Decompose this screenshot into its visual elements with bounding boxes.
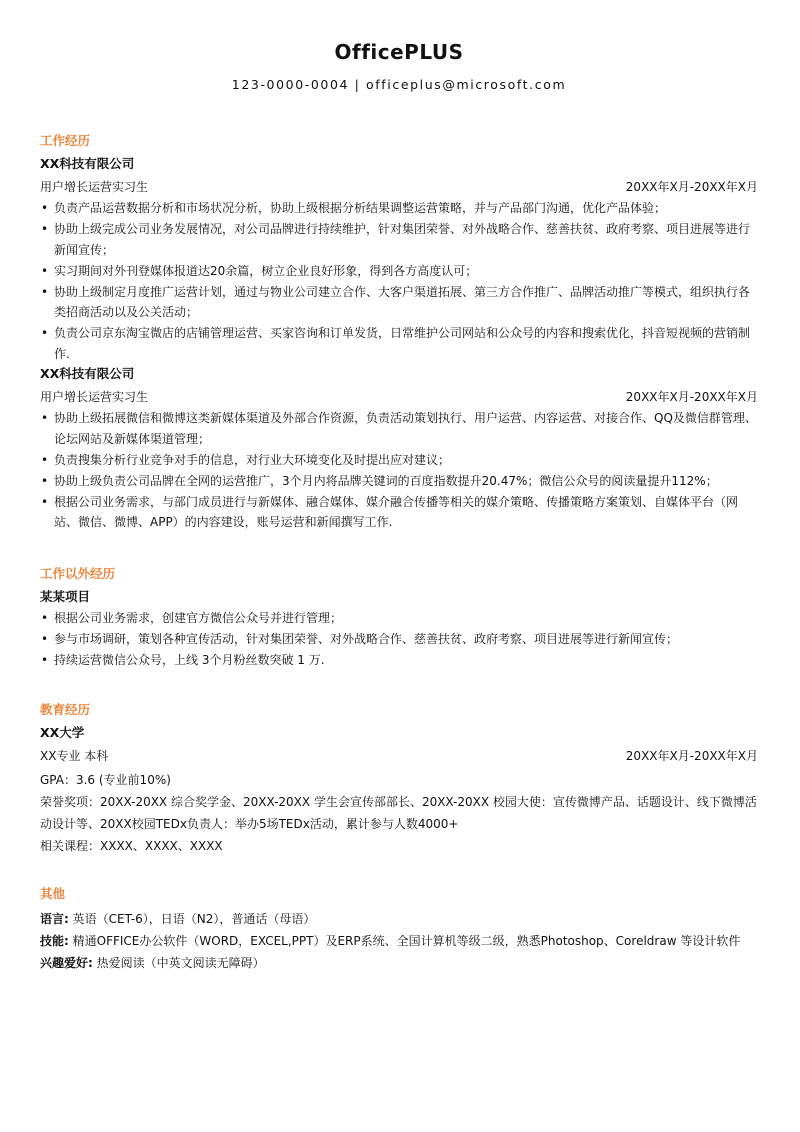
list-item — [40, 650, 758, 671]
section-title-work: 工作经历 — [40, 133, 91, 148]
language-value: 英语（CET-6），日语（N2），普通话（母语） — [72, 912, 316, 926]
section-title-education: 教育经历 — [40, 702, 91, 717]
list-item — [40, 408, 758, 449]
list-item — [40, 219, 758, 260]
bullet-text: 参与市场调研，策划各种宣传活动，针对集团荣誉、对外战略合作、慈善扶贫、政府考察、项目进展等进行新闻宣传； — [54, 631, 679, 646]
bullet-icon: • — [41, 610, 49, 625]
company-name: XX科技有限公司 — [40, 156, 135, 171]
section-title-extra: 工作以外经历 — [40, 565, 116, 581]
language-label: 语言: — [40, 912, 69, 926]
list-item — [40, 198, 758, 219]
company-name: XX科技有限公司 — [40, 366, 135, 381]
education-section — [40, 701, 758, 857]
role-title: 用户增长运营实习生 — [40, 390, 149, 404]
list-item — [40, 450, 758, 471]
major-row — [40, 748, 758, 765]
bullet-text: 负责产品运营数据分析和市场状况分析，协助上级根据分析结果调整运营策略，并与产品部门沟通，优化产品体验； — [54, 201, 667, 215]
project-name: 某某项目 — [40, 588, 91, 604]
list-item — [40, 282, 758, 323]
work-section — [40, 132, 758, 533]
job-entry — [40, 365, 758, 533]
other-section — [40, 885, 758, 974]
education-period: 20XX年X月-20XX年X月 — [625, 749, 758, 763]
hobby-label: 兴趣爱好: — [40, 956, 93, 970]
skills-label: 技能: — [40, 934, 69, 948]
role-period: 20XX年X月-20XX年X月 — [625, 390, 758, 404]
bullet-icon: • — [41, 452, 49, 467]
bullet-text: 协助上级拓展微信和微博这类新媒体渠道及外部合作资源，负责活动策划执行、用户运营、内容运营、对接合作、QQ及微信群管理、论坛网站及新媒体渠道管理； — [54, 411, 757, 446]
bullet-text: 实习期间对外刊登媒体报道达20余篇，树立企业良好形象，得到各方高度认可； — [54, 263, 478, 278]
section-title-other: 其他 — [40, 886, 66, 901]
hobby-value: 热爱阅读（中英文阅读无障碍） — [96, 956, 265, 970]
list-item — [40, 323, 758, 364]
role-row — [40, 179, 758, 196]
role-period: 20XX年X月-20XX年X月 — [625, 180, 758, 194]
bullet-icon: • — [41, 201, 49, 215]
list-item — [40, 261, 758, 282]
hobby-line — [40, 952, 758, 974]
list-item — [40, 471, 758, 492]
extra-section — [40, 565, 758, 671]
bullet-text: 协助上级完成公司业务发展情况，对公司品牌进行持续维护，针对集团荣誉、对外战略合作、慈善扶贫、政府考察、项目进展等进行新闻宣传； — [54, 222, 751, 257]
job-entry — [40, 155, 758, 364]
bullet-text: 根据公司业务需求，与部门成员进行与新媒体、融合媒体、媒介融合传播等相关的媒介策略、传播策略方案策划、自媒体平台（网站、微信、微博、APP）的内容建设，账号运营和新闻撰写工作. — [54, 494, 739, 529]
bullet-icon: • — [41, 473, 49, 488]
job-bullets — [40, 198, 758, 364]
bullet-text: 协助上级制定月度推广运营计划，通过与物业公司建立合作、大客户渠道拓展、第三方合作推广、品牌活动推广等模式，组织执行各类招商活动以及公关活动； — [54, 284, 751, 319]
bullet-icon: • — [41, 284, 49, 299]
bullet-icon: • — [41, 631, 49, 646]
bullet-icon: • — [41, 652, 49, 667]
bullet-text: 负责搜集分析行业竞争对手的信息，对行业大环境变化及时提出应对建议； — [54, 452, 451, 467]
candidate-name: OfficePLUS — [334, 40, 464, 64]
bullet-text: 持续运营微信公众号，上线 3个月粉丝数突破 1 万. — [54, 652, 325, 667]
list-item — [40, 492, 758, 533]
bullet-icon: • — [41, 263, 49, 278]
job-bullets — [40, 408, 758, 533]
bullet-icon: • — [41, 222, 49, 236]
honors-text: 荣誉奖项：20XX-20XX 综合奖学金、20XX-20XX 学生会宣传部部长、20XX-20XX 校园大使：宣传微博产品、话题设计、线下微博活动设计等、20XX校园TEDx负责人：举办5场TEDx活动，累计参与人数4000+ — [40, 795, 757, 831]
major-degree: XX专业 本科 — [40, 749, 109, 763]
contact-line: 123-0000-0004 | officeplus@microsoft.com — [231, 77, 567, 92]
project-bullets — [40, 608, 758, 671]
skills-line — [40, 930, 758, 952]
courses-text: 相关课程：XXXX、XXXX、XXXX — [40, 839, 223, 853]
bullet-text: 负责公司京东淘宝微店的店铺管理运营、买家咨询和订单发货，日常维护公司网站和公众号的内容和搜索优化，抖音短视频的营销制作. — [54, 326, 751, 361]
bullet-icon: • — [41, 411, 49, 425]
role-row — [40, 389, 758, 406]
list-item — [40, 629, 758, 650]
skills-value: 精通OFFICE办公软件（WORD，EXCEL,PPT）及ERP系统、全国计算机等级二级，熟悉Photoshop、Coreldraw 等设计软件 — [72, 934, 741, 948]
bullet-icon: • — [41, 494, 49, 509]
school-name: XX大学 — [40, 725, 85, 740]
bullet-text: 协助上级负责公司品牌在全网的运营推广，3个月内将品牌关键词的百度指数提升20.47%；微信公众号的阅读量提升112%； — [54, 473, 718, 488]
role-title: 用户增长运营实习生 — [40, 180, 149, 194]
language-line — [40, 908, 758, 930]
gpa-text: GPA：3.6 (专业前10%) — [40, 773, 171, 787]
list-item — [40, 608, 758, 629]
bullet-icon: • — [41, 326, 49, 340]
bullet-text: 根据公司业务需求，创建官方微信公众号并进行管理； — [54, 610, 343, 625]
